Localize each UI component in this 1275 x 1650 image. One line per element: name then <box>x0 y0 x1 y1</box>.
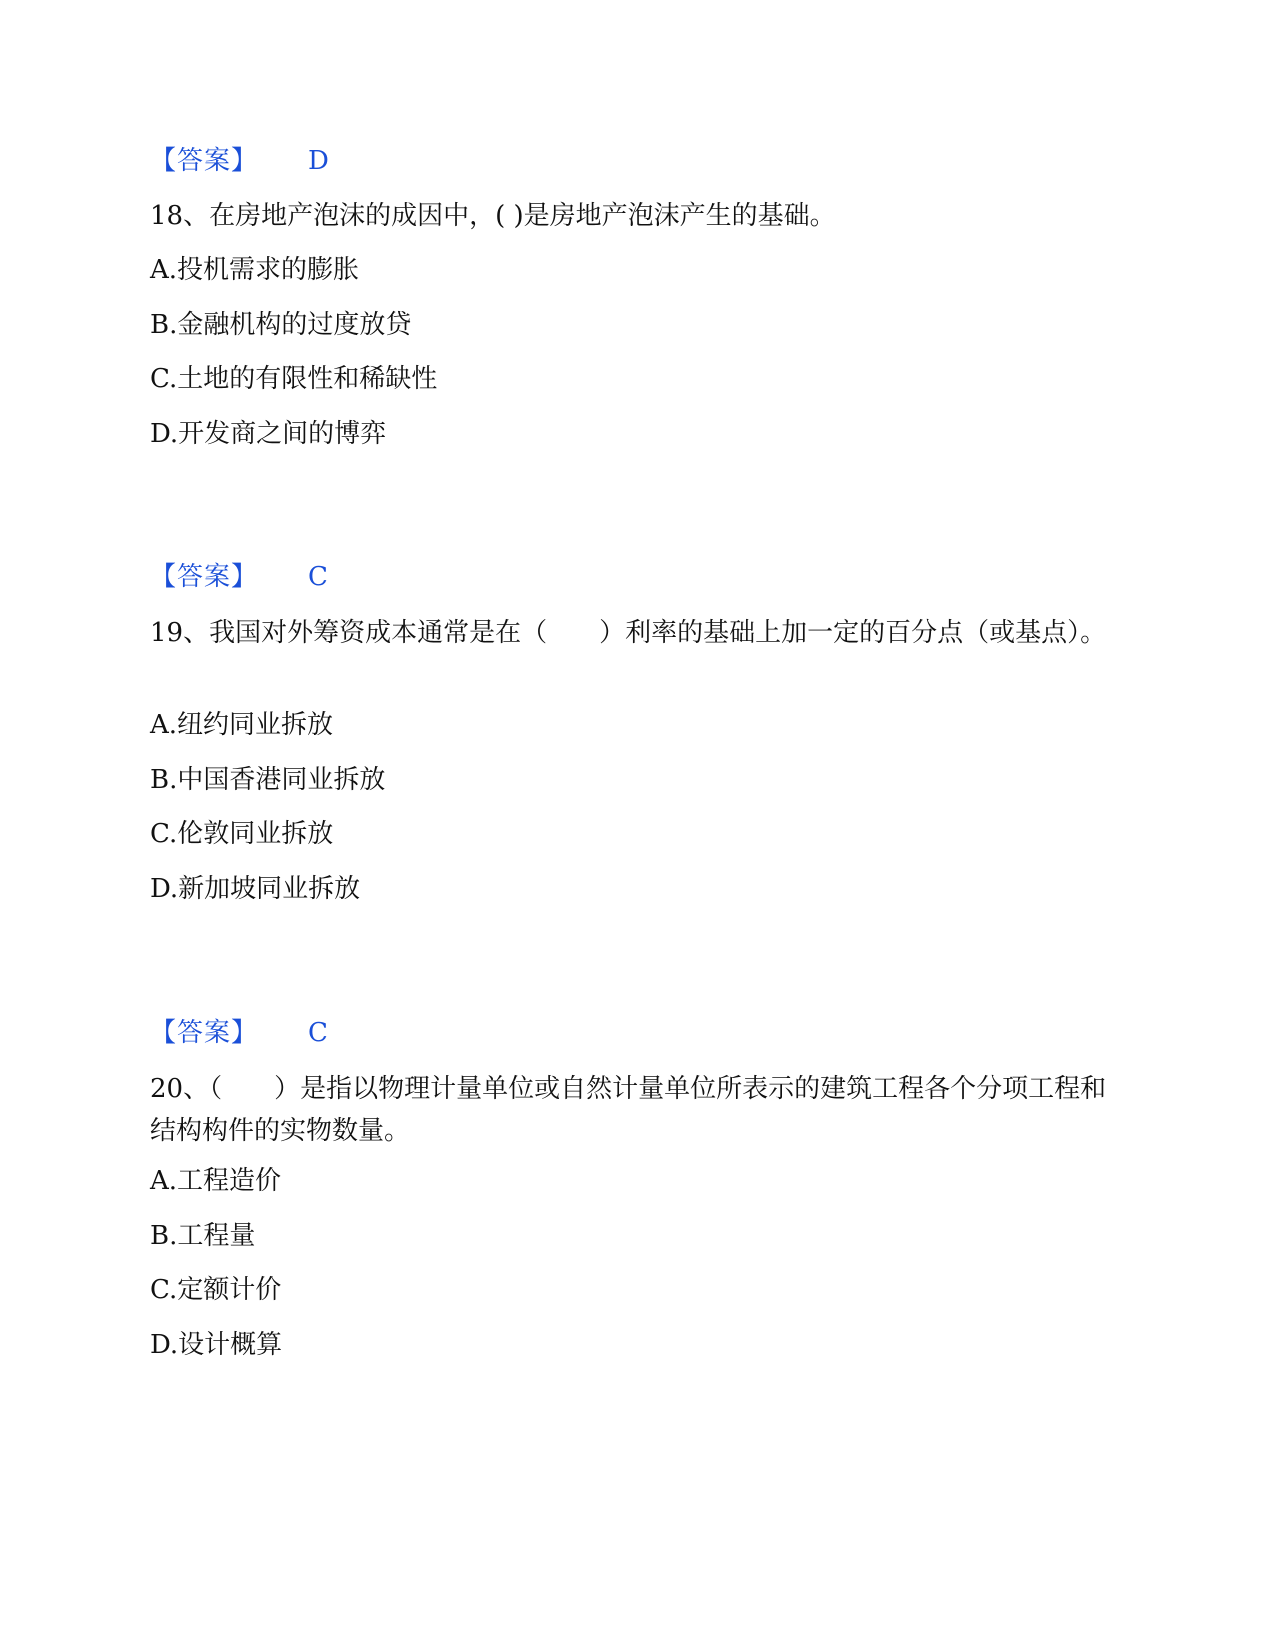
option-b: B.金融机构的过度放贷 <box>150 310 412 340</box>
option-a: A.投机需求的膨胀 <box>150 255 360 285</box>
question-stem: 20、（ ）是指以物理计量单位或自然计量单位所表示的建筑工程各个分项工程和结构构件的实物数量。 <box>150 1074 1107 1146</box>
answer-label: 【答案】 <box>150 1018 259 1048</box>
answer-label: 【答案】 <box>150 146 259 176</box>
option-c: C.伦敦同业拆放 <box>150 819 334 849</box>
answer-value: C <box>308 562 328 592</box>
question-stem: 19、我国对外筹资成本通常是在（ ）利率的基础上加一定的百分点（或基点）。 <box>150 618 1107 648</box>
option-a: A.工程造价 <box>150 1166 282 1196</box>
option-c: C.土地的有限性和稀缺性 <box>150 364 438 394</box>
answer-label: 【答案】 <box>150 562 259 592</box>
answer-line <box>150 561 328 593</box>
answer-line <box>150 145 329 177</box>
answer-value: C <box>308 1018 328 1048</box>
option-d: D.新加坡同业拆放 <box>150 874 361 904</box>
question-stem: 18、在房地产泡沫的成因中，( )是房地产泡沫产生的基础。 <box>150 201 836 231</box>
option-d: D.开发商之间的博弈 <box>150 419 387 449</box>
option-d: D.设计概算 <box>150 1330 283 1360</box>
option-b: B.工程量 <box>150 1221 256 1251</box>
option-c: C.定额计价 <box>150 1275 282 1305</box>
option-b: B.中国香港同业拆放 <box>150 765 386 795</box>
answer-value: D <box>308 146 329 176</box>
answer-line <box>150 1017 328 1049</box>
option-a: A.纽约同业拆放 <box>150 710 334 740</box>
